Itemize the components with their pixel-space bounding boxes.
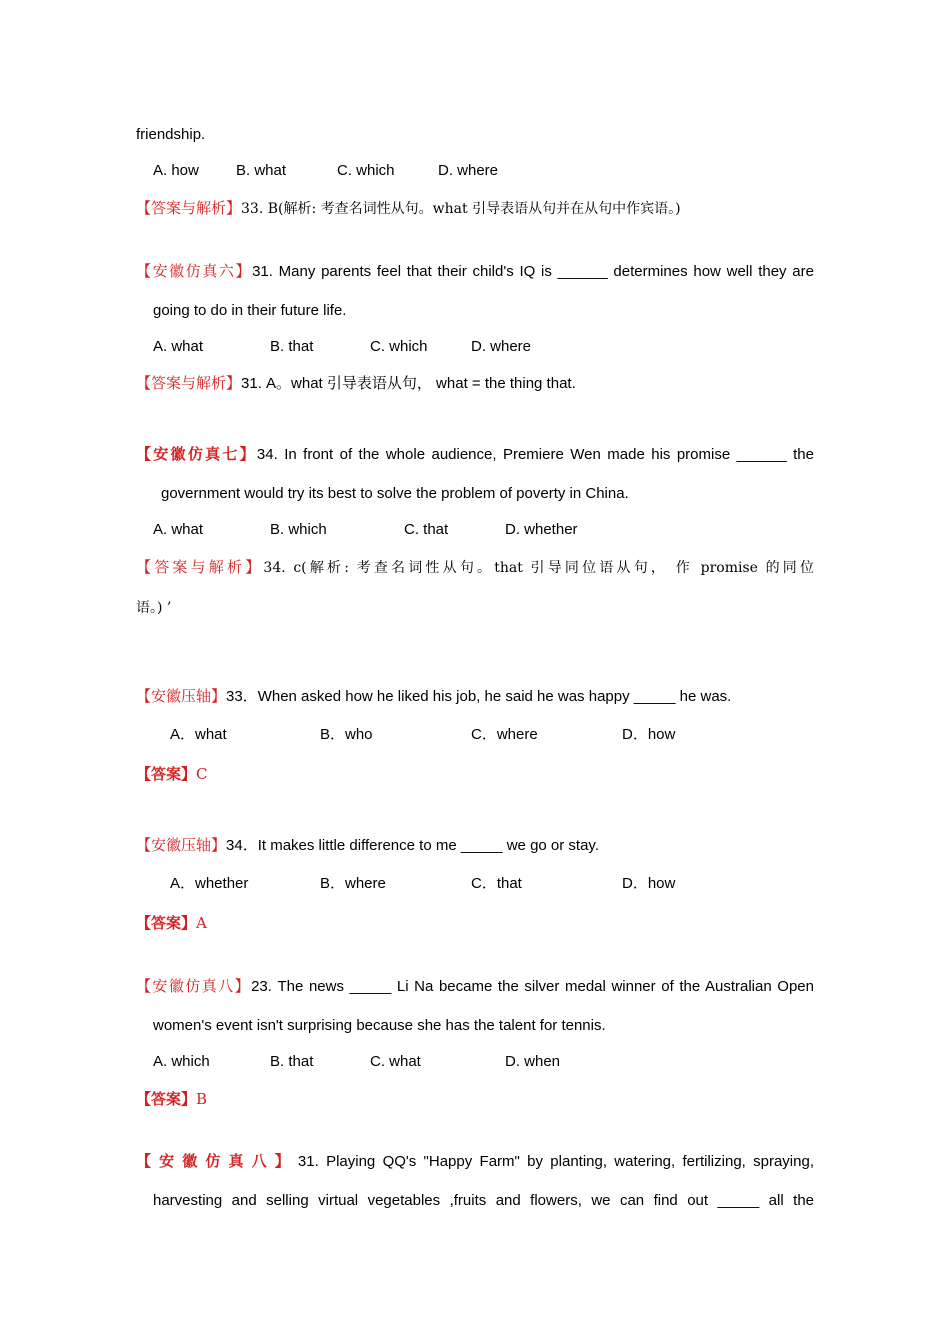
question-stem-line bbox=[136, 261, 814, 282]
option-d: D. where bbox=[471, 338, 532, 355]
option-c: C. which bbox=[370, 338, 428, 355]
answer-tag: 【答案】 bbox=[136, 1090, 197, 1108]
question-stem-line: government would try its best to solve the problem of poverty in China. bbox=[161, 485, 629, 502]
answer-text: 31. A。what 引导表语从句， what = the thing that. bbox=[241, 375, 576, 392]
answer-tag: 【答案】 bbox=[136, 765, 197, 783]
option-b: B. which bbox=[270, 521, 327, 538]
source-tag: 【安徽仿真八】 bbox=[136, 977, 252, 995]
answer-line bbox=[136, 198, 681, 219]
option-b: B. what bbox=[236, 162, 287, 179]
answer-tag: 【答案】 bbox=[136, 914, 197, 932]
option-a: A. what bbox=[153, 521, 204, 538]
option-a: A．whether bbox=[170, 875, 249, 892]
question-text: 23. The news _____ Li Na became the silver medal winner of the Australian Open bbox=[251, 978, 814, 995]
option-a: A．what bbox=[170, 726, 227, 743]
answer-text-cont: 语。) ’ bbox=[136, 600, 172, 616]
question-stem-line: women's event isn't surprising because she has the talent for tennis. bbox=[153, 1017, 606, 1034]
question-stem-line bbox=[136, 444, 814, 465]
option-b: B．who bbox=[320, 726, 373, 743]
option-a: A. how bbox=[153, 162, 199, 179]
question-text: 33．When asked how he liked his job, he said he was happy _____ he was. bbox=[226, 688, 732, 705]
answer-text: 34. c(解析: 考查名词性从句。that 引导同位语从句， 作 promise 的同位 bbox=[263, 560, 814, 576]
option-d: D. where bbox=[438, 162, 499, 179]
answer-tag: 【答案与解析】 bbox=[136, 374, 242, 392]
option-c: C．that bbox=[471, 875, 522, 892]
answer-line bbox=[136, 373, 576, 394]
answer-line bbox=[136, 764, 208, 785]
answer-line bbox=[136, 913, 207, 934]
source-tag: 【安徽仿真七】 bbox=[136, 445, 257, 463]
question-text: 34．It makes little difference to me _____ we go or stay. bbox=[226, 837, 599, 854]
answer-value: B bbox=[196, 1090, 208, 1108]
source-tag: 【安徽仿真八】 bbox=[136, 1152, 298, 1170]
option-d: D. when bbox=[505, 1053, 561, 1070]
option-c: C．where bbox=[471, 726, 538, 743]
option-c: C. that bbox=[404, 521, 449, 538]
question-stem-line bbox=[136, 686, 731, 707]
answer-value: A bbox=[196, 914, 207, 932]
answer-tag: 【答案与解析】 bbox=[136, 199, 242, 217]
question-text: 31. Many parents feel that their child's IQ is ______ determines how well they are bbox=[252, 263, 814, 280]
question-stem: friendship. bbox=[136, 126, 206, 143]
answer-value: C bbox=[196, 765, 208, 783]
option-a: A. what bbox=[153, 338, 204, 355]
option-d: D．how bbox=[622, 726, 676, 743]
option-c: C. which bbox=[337, 162, 395, 179]
question-text: 31. Playing QQ's "Happy Farm" by planting, watering, fertilizing, spraying, bbox=[297, 1153, 814, 1170]
source-tag: 【安徽仿真六】 bbox=[136, 262, 253, 280]
question-stem-line bbox=[136, 976, 814, 997]
option-b: B．where bbox=[320, 875, 386, 892]
question-stem-line: going to do in their future life. bbox=[153, 302, 347, 319]
question-stem-line bbox=[136, 1151, 814, 1172]
option-a: A. which bbox=[153, 1053, 210, 1070]
answer-line bbox=[136, 1089, 207, 1110]
option-b: B. that bbox=[270, 338, 314, 355]
source-tag: 【安徽压轴】 bbox=[136, 687, 227, 705]
option-c: C. what bbox=[370, 1053, 421, 1070]
question-stem-line bbox=[136, 835, 599, 856]
answer-tag: 【答案与解析】 bbox=[136, 558, 264, 576]
answer-text: 33. B(解析: 考查名词性从句。what 引导表语从句并在从句中作宾语。) bbox=[241, 201, 681, 217]
answer-line bbox=[136, 557, 814, 578]
option-b: B. that bbox=[270, 1053, 314, 1070]
option-d: D. whether bbox=[505, 521, 578, 538]
question-stem-line: harvesting and selling virtual vegetables ,fruits and flowers, we can find out _____ all the bbox=[153, 1192, 814, 1209]
question-text: 34. In front of the whole audience, Premiere Wen made his promise ______ the bbox=[256, 446, 814, 463]
source-tag: 【安徽压轴】 bbox=[136, 836, 227, 854]
option-d: D．how bbox=[622, 875, 676, 892]
